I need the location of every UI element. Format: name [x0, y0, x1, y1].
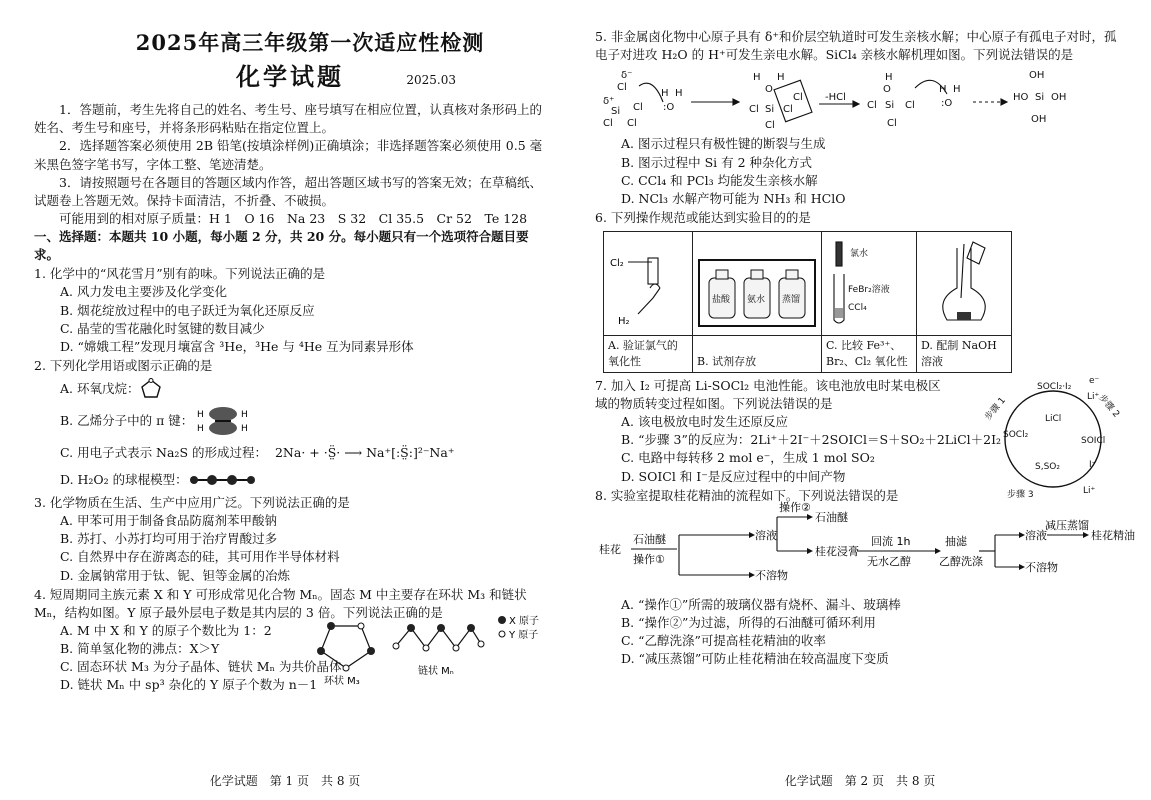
q7-option-a: A. 该电极放电时发生还原反应 — [621, 414, 788, 430]
page-2-footer: 化学试题 第 2 页 共 8 页 — [784, 773, 936, 788]
q2-stem: 2. 下列化学用语或图示正确的是 — [34, 357, 213, 373]
battery-cycle-diagram — [983, 373, 1123, 503]
q4-option-a: A. M 中 X 和 Y 的原子个数比为 1：2 — [60, 622, 272, 638]
q6-experiment-table — [603, 231, 1012, 373]
q5-stem: 5. 非金属卤化物中心原子具有 δ⁺和价层空轨道时可发生亲核水解；中心原子有孤电子对时，孤电子对进攻 H₂O 的 H⁺可发生亲电水解。SiCl₄ 亲核水解机理如图。下列说法错误的是 — [595, 29, 1117, 63]
q2-option-d: D. H₂O₂ 的球棍模型： — [60, 472, 188, 488]
q8-option-d: D. “减压蒸馏”可防止桂花精油在较高温度下变质 — [621, 651, 889, 667]
step-3-label: 步骤 3 — [1007, 489, 1034, 500]
svg-text:δ⁺: δ⁺ — [603, 96, 615, 108]
flow-reflux: 回流 1h — [871, 534, 911, 548]
svg-text:δ⁻: δ⁻ — [621, 70, 633, 82]
flow-ethanol: 无水乙醇 — [867, 554, 911, 568]
flow-insoluble-1: 不溶物 — [755, 568, 788, 582]
q6-cell-c — [822, 232, 917, 336]
svg-text:OH: OH — [1029, 70, 1045, 82]
q1-option-d: D. “嫦娥工程”发现月壤富含 ³He，³He 与 ⁴He 互为同素异形体 — [60, 338, 414, 354]
label-chain-mn: 链状 Mₙ — [418, 665, 454, 677]
q1-option-c: C. 晶莹的雪花融化时氢键的数目减少 — [60, 320, 265, 336]
q8-stem: 8. 实验室提取桂花精油的流程如下。下列说法错误的是 — [595, 487, 899, 503]
sicl4-hydrolysis-mechanism — [603, 66, 1123, 130]
volumetric-flask-icon — [921, 238, 1007, 328]
svg-text:H: H — [197, 424, 205, 435]
svg-text:Cl: Cl — [905, 100, 915, 112]
svg-text:H: H — [885, 72, 893, 84]
pi-bond-orbital-icon — [193, 405, 253, 437]
q8-option-a: A. “操作①”所需的玻璃仪器有烧杯、漏斗、玻璃棒 — [621, 596, 901, 612]
flow-oil: 桂花精油 — [1091, 528, 1135, 542]
svg-text:OH: OH — [1051, 92, 1067, 104]
extraction-flowchart — [599, 500, 1135, 591]
bottle-1-label: 盐酸 — [712, 295, 731, 306]
instruction-3: 3．请按照题号在各题目的答题区域内作答，超出答题区域书写的答案无效；在草稿纸、试题卷上答题无效。保持卡面清洁，不折叠、不破损。 — [34, 174, 542, 208]
svg-text:Cl: Cl — [867, 100, 877, 112]
febr2-label: FeBr₂溶液 — [848, 285, 890, 296]
q3-option-a: A. 甲苯可用于制备食品防腐剂苯甲酸钠 — [60, 513, 277, 529]
flow-solution-1: 溶液 — [755, 528, 777, 542]
q1-option-b: B. 烟花绽放过程中的电子跃迁为氧化还原反应 — [60, 302, 315, 318]
q7-option-c: C. 电路中每转移 2 mol e⁻，生成 1 mol SO₂ — [621, 450, 875, 466]
li-plus-1-label: Li⁺ — [1087, 391, 1100, 402]
pentagon-ring-icon — [139, 378, 163, 400]
svg-text:H: H — [939, 84, 947, 96]
page-1-footer: 化学试题 第 1 页 共 8 页 — [209, 773, 361, 788]
svg-text:O: O — [765, 84, 773, 96]
svg-text:Cl: Cl — [603, 118, 613, 130]
q6-cell-a — [604, 232, 693, 336]
svg-text:Cl: Cl — [633, 102, 643, 114]
q5-option-c: C. CCl₄ 和 PCl₃ 均能发生亲核水解 — [621, 172, 818, 188]
svg-text:Cl: Cl — [887, 118, 897, 130]
flow-wash: 乙醇洗涤 — [939, 554, 983, 568]
licl-label: LiCl — [1045, 413, 1062, 424]
svg-text:Si: Si — [1035, 92, 1045, 104]
reagent-bottles-icon — [697, 258, 817, 328]
i-minus-label: I⁻ — [1089, 459, 1097, 470]
svg-text:Cl: Cl — [627, 118, 637, 130]
instruction-2: 2．选择题答案必须使用 2B 铅笔(按填涂样例)正确填涂；非选择题答案必须使用 0.5 毫米黑色签字笔书写，字体工整、笔迹清楚。 — [34, 138, 543, 172]
svg-text:Cl: Cl — [765, 120, 775, 132]
svg-text::O: :O — [941, 98, 953, 110]
socl2-label: SOCl₂ — [1003, 429, 1029, 440]
q6-cell-d — [917, 232, 1012, 336]
flow-solution-2: 溶液 — [1025, 528, 1047, 542]
svg-text:Si: Si — [765, 104, 775, 116]
electron-label: e⁻ — [1089, 375, 1100, 386]
svg-text:H: H — [675, 88, 683, 100]
q5-option-d: D. NCl₃ 水解产物可能为 NH₃ 和 HClO — [621, 190, 846, 206]
q6-option-d: D. 配制 NaOH 溶液 — [917, 336, 1012, 373]
legend-y: Y 原子 — [509, 629, 539, 641]
flow-ether: 石油醚 — [815, 510, 848, 524]
flow-guihua: 桂花 — [599, 542, 621, 556]
q6-stem: 6. 下列操作规范或能达到实验目的的是 — [595, 209, 811, 225]
atomic-masses: 可能用到的相对原子质量：H 1 O 16 Na 23 S 32 Cl 35.5 Cr 52 Te 128 — [59, 210, 528, 226]
svg-text:HO: HO — [1013, 92, 1029, 104]
page-1 — [0, 0, 570, 800]
m3-mn-structure-diagram — [306, 606, 546, 686]
q8-option-b: B. “操作②”为过滤，所得的石油醚可循环利用 — [621, 615, 876, 630]
svg-text:Cl: Cl — [783, 104, 793, 116]
svg-text:OH: OH — [1031, 114, 1047, 126]
step-1-label: 步骤 1 — [983, 395, 1008, 423]
chlorine-water-label: 氯水 — [850, 249, 869, 260]
svg-text:H: H — [753, 72, 761, 84]
q3-stem: 3. 化学物质在生活、生产中应用广泛。下列说法正确的是 — [34, 495, 350, 511]
q1-stem: 1. 化学中的“风花雪月”别有韵味。下列说法正确的是 — [34, 266, 326, 282]
na2s-electron-formula: 2Na· + ·S̤̈· ⟶ Na⁺[:S̤̈:]²⁻Na⁺ — [274, 445, 455, 461]
legend-x: X 原子 — [509, 615, 540, 627]
q4-option-b: B. 简单氢化物的沸点：X＞Y — [60, 641, 220, 657]
test-tube-icon — [826, 238, 912, 328]
ball-stick-model-icon — [188, 473, 258, 487]
svg-text:Si: Si — [885, 100, 895, 112]
svg-text:Cl: Cl — [793, 92, 803, 104]
section-title: 一、选择题：本题共 10 小题，每小题 2 分，共 20 分。每小题只有一个选项符合题目要求。 — [34, 229, 529, 263]
hcl-label: -HCl — [825, 92, 846, 104]
q8-option-c: C. “乙醇洗涤”可提高桂花精油的收率 — [621, 633, 826, 649]
q3-option-d: D. 金属钠常用于钛、铌、钽等金属的冶炼 — [60, 567, 291, 583]
q6-cell-b — [693, 232, 822, 336]
q3-option-c: C. 自然界中存在游离态的硅，其可用作半导体材料 — [60, 549, 340, 565]
q7-option-b: B. “步骤 3”的反应为：2Li⁺＋2I⁻＋2SOICl＝S＋SO₂＋2LiCl＋2I₂ — [621, 432, 1002, 448]
q3-option-b: B. 苏打、小苏打均可用于治疗胃酸过多 — [60, 531, 278, 547]
q2-option-a: A. 环氧戊烷： — [60, 381, 140, 397]
socl2-i2-label: SOCl₂·I₂ — [1037, 381, 1072, 392]
flow-insoluble-2: 不溶物 — [1025, 560, 1058, 574]
q6-option-a: A. 验证氯气的氧化性 — [604, 336, 693, 373]
ccl4-label: CCl₄ — [848, 303, 867, 314]
svg-text:Si: Si — [611, 106, 621, 118]
svg-text:H: H — [777, 72, 785, 84]
svg-text:Cl: Cl — [617, 82, 627, 94]
svg-text:Cl: Cl — [749, 104, 759, 116]
q7-option-d: D. SOICl 和 I⁻是反应过程中的中间产物 — [621, 468, 846, 484]
svg-text:H: H — [197, 410, 205, 421]
flow-vacuum: 减压蒸馏 — [1045, 518, 1089, 532]
exam-title: 2025年高三年级第一次适应性检测 — [135, 30, 485, 55]
svg-text::O: :O — [663, 102, 675, 114]
q2-option-c: C. 用电子式表示 Na₂S 的形成过程： — [60, 445, 267, 461]
bottle-3-label: 蒸馏 — [782, 295, 801, 306]
bottle-2-label: 氨水 — [747, 295, 766, 306]
svg-text:H: H — [661, 88, 669, 100]
svg-text:H: H — [241, 424, 249, 435]
q4-option-d: D. 链状 Mₙ 中 sp³ 杂化的 Y 原子个数为 n－1 — [60, 677, 318, 693]
svg-text:O: O — [883, 84, 891, 96]
q7-stem: 7. 加入 I₂ 可提高 Li-SOCl₂ 电池性能。该电池放电时某电极区域的物质转变过程如图。下列说法错误的是 — [595, 377, 941, 411]
q5-option-b: B. 图示过程中 Si 有 2 种杂化方式 — [621, 154, 813, 170]
q5-option-a: A. 图示过程只有极性键的断裂与生成 — [621, 136, 826, 152]
page-2 — [575, 0, 1145, 800]
step-2-label: 步骤 2 — [1096, 392, 1122, 420]
q4-option-c: C. 固态环状 M₃ 为分子晶体、链状 Mₙ 为共价晶体 — [60, 659, 342, 675]
exam-subtitle: 化学试题 — [236, 62, 344, 92]
q6-option-c: C. 比较 Fe³⁺、Br₂、Cl₂ 氧化性 — [822, 336, 917, 373]
label-ring-m3: 环状 M₃ — [324, 675, 360, 687]
q6-cl2-label: Cl₂ — [610, 258, 624, 270]
q1-option-a: A. 风力发电主要涉及化学变化 — [60, 284, 227, 300]
li-plus-2-label: Li⁺ — [1083, 485, 1096, 496]
flow-filter: 抽滤 — [945, 534, 967, 548]
instruction-1: 1．答题前，考生先将自己的姓名、考生号、座号填写在相应位置，认真核对条形码上的姓名、考生号和座号，并将条形码粘贴在指定位置上。 — [34, 102, 542, 136]
svg-text:H: H — [241, 410, 249, 421]
flow-op1: 操作① — [633, 552, 665, 566]
q6-option-b: B. 试剂存放 — [693, 336, 822, 373]
q2-option-b: B. 乙烯分子中的 π 键： — [60, 413, 194, 429]
flow-solvent: 石油醚 — [633, 532, 666, 546]
flow-paste: 桂花浸膏 — [815, 544, 859, 558]
svg-text:H: H — [953, 84, 961, 96]
q4-stem: 4. 短周期同主族元素 X 和 Y 可形成常见化合物 Mₙ。固态 M 中主要存在环状 M₃ 和链状 Mₙ，结构如图。Y 原子最外层电子数是其内层的 3 倍。下列说法正确的是 — [34, 586, 527, 620]
q6-h2-label: H₂ — [618, 316, 630, 328]
exam-date: 2025.03 — [406, 73, 456, 88]
s-so2-label: S,SO₂ — [1035, 461, 1060, 472]
soicl-label: SOICl — [1081, 435, 1106, 446]
flow-op2: 操作② — [779, 500, 811, 514]
chlorine-jar-apparatus-icon — [608, 248, 688, 328]
